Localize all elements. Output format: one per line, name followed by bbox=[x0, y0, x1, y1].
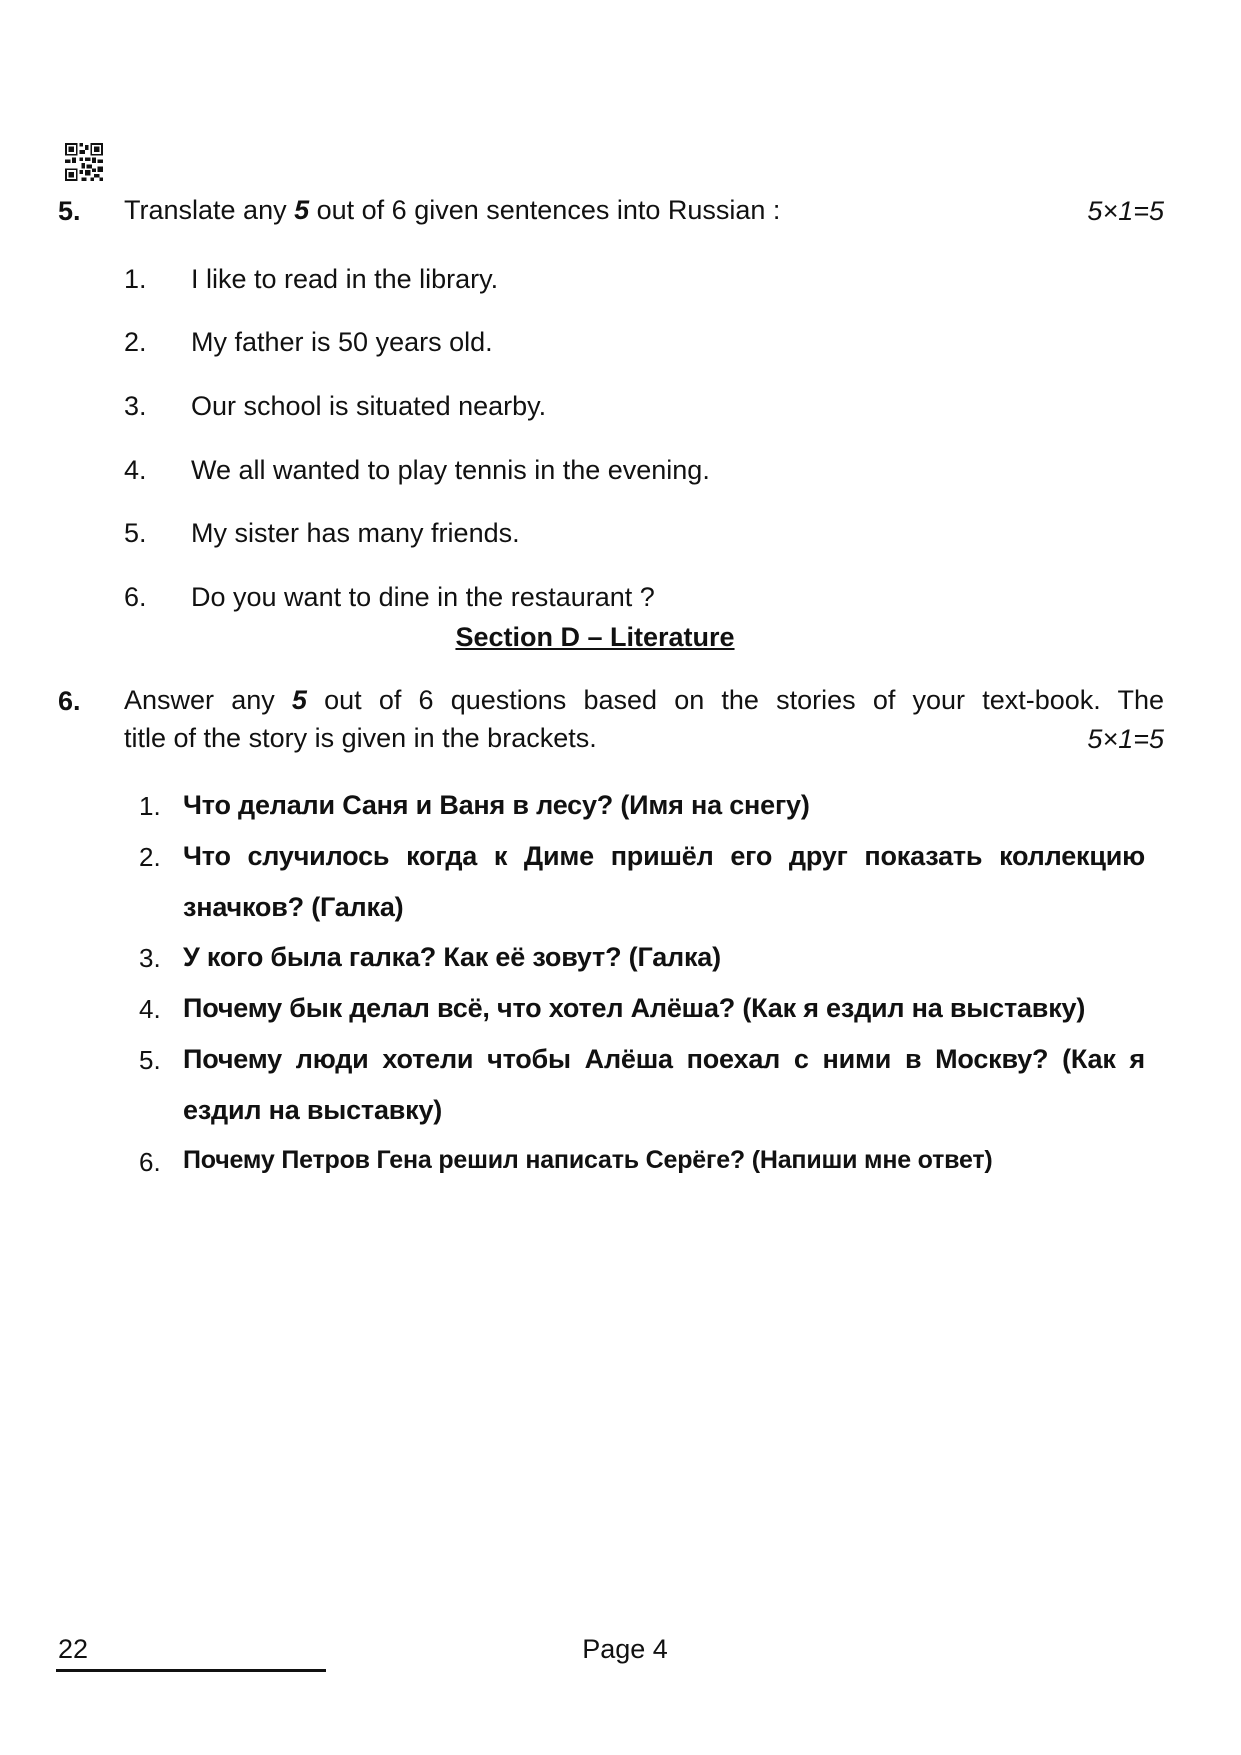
list-item-text: Почему бык делал всё, что хотел Алёша? (Как я ездил на выставку) bbox=[183, 993, 1086, 1023]
list-item-text: Do you want to dine in the restaurant ? bbox=[191, 582, 655, 612]
question-5-marks: 5×1=5 bbox=[1087, 196, 1164, 226]
question-6-text-line1 bbox=[124, 682, 1164, 719]
list-item-number: 5. bbox=[139, 1045, 161, 1075]
list-item-text: Our school is situated nearby. bbox=[191, 391, 547, 421]
question-6-text-line2: title of the story is given in the brackets. bbox=[124, 723, 597, 753]
list-item-text: Что случилось когда к Диме пришёл его друг показать коллекцию bbox=[183, 841, 1145, 871]
list-item-number: 5. bbox=[124, 518, 147, 548]
section-title: Section D – Literature bbox=[455, 622, 735, 652]
list-item-number: 3. bbox=[139, 943, 161, 973]
list-item-text: My sister has many friends. bbox=[191, 518, 520, 548]
list-item-text-continued: значков? (Галка) bbox=[183, 892, 404, 922]
list-item-number: 1. bbox=[124, 264, 147, 294]
list-item-number: 2. bbox=[139, 842, 161, 872]
question-5-number: 5. bbox=[58, 196, 81, 226]
question-5-text bbox=[124, 192, 884, 229]
question-5-count: 5 bbox=[294, 195, 310, 225]
list-item-number: 6. bbox=[139, 1147, 161, 1177]
list-item-text: У кого была галка? Как её зовут? (Галка) bbox=[183, 942, 721, 972]
list-item-number: 3. bbox=[124, 391, 147, 421]
qr-code-icon bbox=[64, 143, 104, 181]
question-6-number: 6. bbox=[58, 686, 81, 716]
list-item-number: 4. bbox=[124, 455, 147, 485]
footer-divider bbox=[56, 1669, 326, 1672]
list-item-number: 4. bbox=[139, 994, 161, 1024]
list-item-text: Что делали Саня и Ваня в лесу? (Имя на снегу) bbox=[183, 790, 810, 820]
list-item-number: 2. bbox=[124, 327, 147, 357]
list-item-number: 6. bbox=[124, 582, 147, 612]
list-item-number: 1. bbox=[139, 791, 161, 821]
list-item-text: Почему Петров Гена решил написать Серёге? (Напиши мне ответ) bbox=[183, 1146, 993, 1174]
list-item-text: We all wanted to play tennis in the evening. bbox=[191, 455, 710, 485]
question-6-marks: 5×1=5 bbox=[1087, 724, 1164, 754]
question-6-text-part: Answer any bbox=[124, 685, 292, 715]
list-item-text: My father is 50 years old. bbox=[191, 327, 493, 357]
footer-code: 22 bbox=[58, 1634, 89, 1664]
list-item-text: I like to read in the library. bbox=[191, 264, 499, 294]
question-5-text-part: Translate any bbox=[124, 195, 295, 225]
list-item-text-continued: ездил на выставку) bbox=[183, 1095, 443, 1125]
question-6-text-part: out of 6 questions based on the stories of your text-book. The bbox=[306, 685, 1164, 715]
question-5-text-part: out of 6 given sentences into Russian : bbox=[309, 195, 781, 225]
page-number: Page 4 bbox=[582, 1634, 668, 1664]
list-item-text: Почему люди хотели чтобы Алёша поехал с ними в Москву? (Как я bbox=[183, 1044, 1145, 1074]
question-6-count: 5 bbox=[291, 685, 307, 715]
